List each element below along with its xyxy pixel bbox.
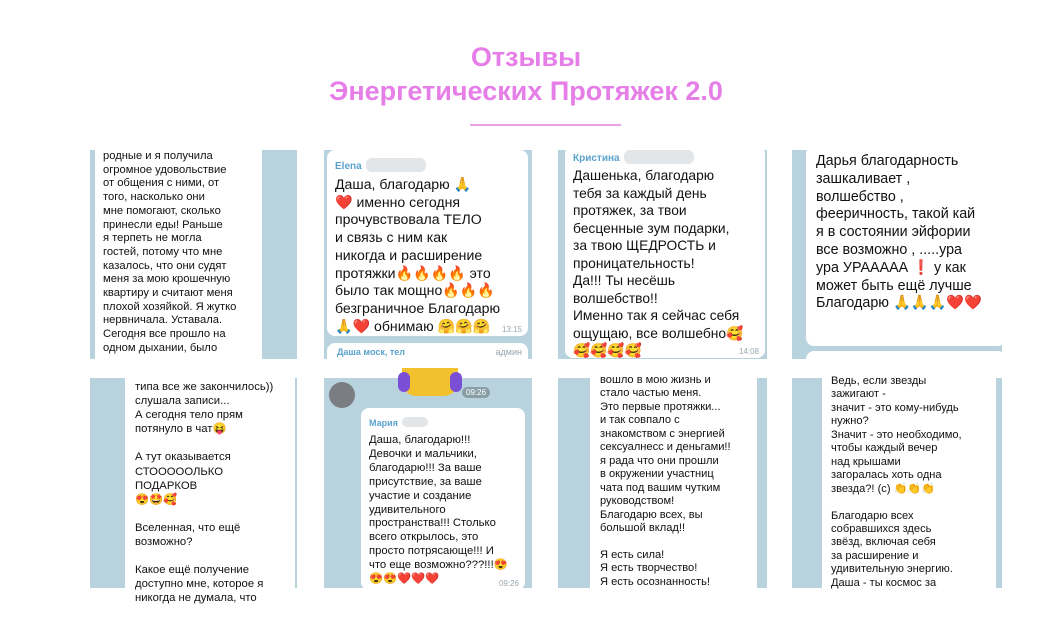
message-bubble [327,150,528,336]
sticker-image [398,368,462,398]
message-bubble [822,372,996,592]
title-line-1: Отзывы [470,42,582,72]
sender-name: Elena [335,161,362,172]
message-text: Даша, благодарю 🙏 ❤️ именно сегодня прочувствовала ТЕЛО и связь с ним как никогда и расширение протяжки🔥🔥🔥🔥 это было так мощно🔥🔥🔥 безграничное Благодарю 🙏❤️ обнимаю 🤗🤗🤗 [335,176,501,334]
review-screenshot-2 [324,150,532,359]
blurred-name [366,158,426,172]
review-screenshot-5 [90,378,297,605]
review-screenshot-8 [792,375,1002,589]
message-bubble [806,146,1006,346]
message-text: родные и я получила огромное удовольствие от общения с ними, от того, насколько они мне помогают, сколько принесли еды! Раньше я терпеть не могла гостей, потому что мне казалось, что они судят меня за мою крошечную квартиру и считают меня плохой хозяйкой. Я жутко нервничала. Уставала. Сегодня все прошло на одном дыхании, было [103,150,237,354]
sender-name: Кристина [573,153,620,164]
title-line-2: Энергетических Протяжек 2.0 [329,76,723,106]
review-screenshot-6 [324,378,532,588]
admin-label: админ [495,347,522,357]
review-screenshot-7 [558,374,767,588]
sticker-time: 09:26 [462,387,490,398]
message-text: Ведь, если звезды зажигают - значит - это кому-нибудь нужно? Значит - это необходимо, чтобы каждый вечер над крышами загоралась хоть одна звезда?! (с) 👏👏👏 Благодарю всех собравшихся здесь звёзд, включая себя за расширение и удивительную энергию. Даша - ты космос за [831,375,962,589]
message-time: 13:15 [501,325,522,334]
sender-row [573,148,694,165]
next-sender-name: Даша моск, тел [337,347,405,357]
blurred-name [402,417,428,427]
next-message-bubble [806,351,1006,363]
review-screenshot-4 [792,150,1002,359]
review-screenshot-3 [558,150,767,359]
message-bubble [590,370,757,592]
blurred-name [624,150,694,164]
message-bubble [565,146,765,358]
message-text: вошло в мою жизнь и стало частью меня. Это первые протяжки... и так совпало с знакомством с энергией сексуалнесс и деньгами!! я рада что они прошли в окружении участниц чата под вашим чутким руководством! Благодарю всех, вы большой вклад!! Я есть сила! Я есть творчество! Я есть осознанность! [600,374,731,588]
avatar [329,382,355,408]
sender-row [369,413,428,430]
sender-name: Мария [369,418,398,428]
message-time: 14:08 [738,347,759,356]
message-bubble [361,408,525,590]
message-text: типа все же закончилось)) слушала записи... А сегодня тело прям потянуло в чат😝 А тут оказывается СТОООООЛЬКО ПОДАРКОВ 😍🤩🥰 Вселенная, что ещё возможно? Какое ещё получение доступно мне, которое я никогда не думала, что [135,381,274,605]
sender-row [335,156,426,173]
review-screenshot-1 [90,150,297,359]
title-divider [470,124,621,126]
message-text: Дашенька, благодарю тебя за каждый день протяжек, за твои бесценные зум подарки, за твою ЩЕДРОСТЬ и проницательность! Да!!! Ты несёшь волшебство!! Именно так я сейчас себя ощущаю, все волшебно🥰 🥰🥰🥰🥰 [573,168,744,358]
message-bubble [125,374,295,605]
next-message-bubble [327,343,528,363]
message-bubble [95,144,262,359]
message-time: 09:26 [498,579,519,588]
message-text: Дарья благодарность зашкаливает , волшебство , фееричность, такой кай я в состоянии эйфории все возможно , .....ура ура УРААААА ❗ у как может быть ещё лучше Благодарю 🙏🙏🙏❤️❤️ [816,153,982,312]
message-text: Даша, благодарю!!! Девочки и мальчики, благодарю!!! За ваше присутствие, за ваше участие и создание удивительного пространства!!! Столько всего открылось, это просто потрясающе!!! И что еще возможно???!!!😍 😍😍❤️❤️❤️ [369,434,508,586]
